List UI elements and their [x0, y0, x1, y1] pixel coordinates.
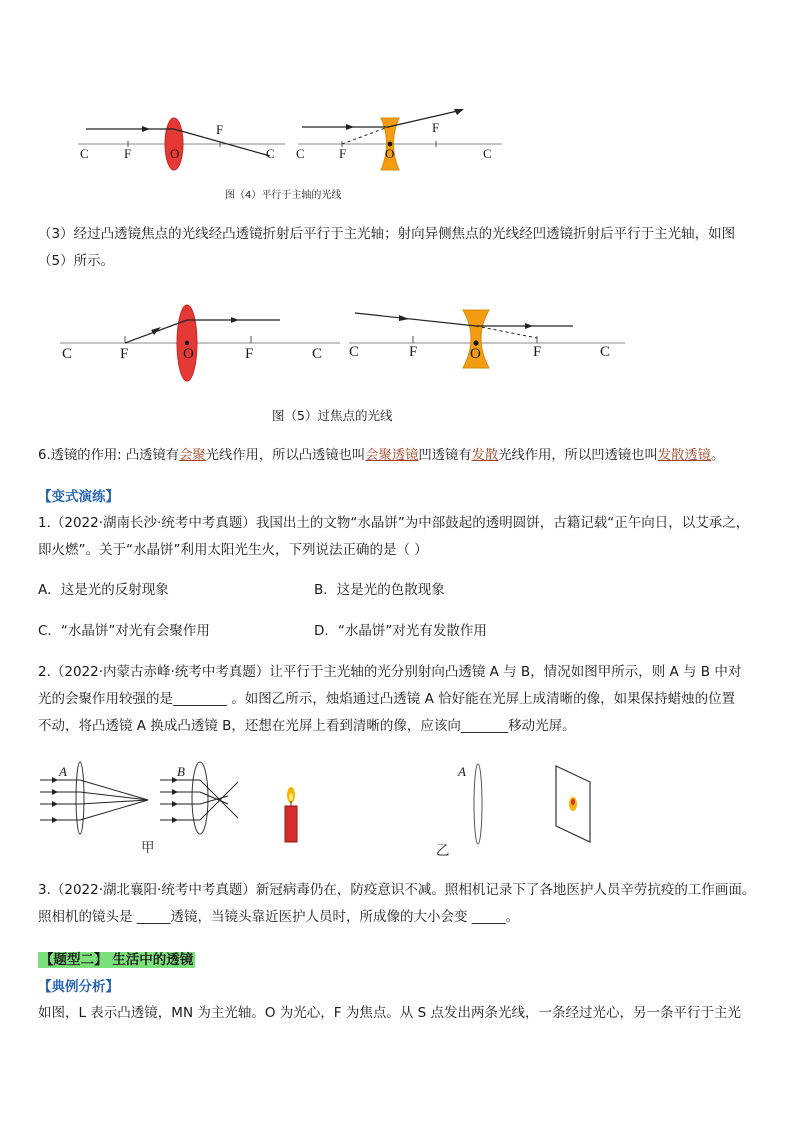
figure-jia-diagram	[38, 760, 278, 850]
item6-text-2: 光线作用，所以凸透镜也叫	[205, 448, 366, 463]
type2-line1: 如图，L 表示凸透镜，MN 为主光轴。O 为光心，F 为焦点。从 S 点发出两条光线，一条经过光心，另一条平行于主光	[38, 1005, 741, 1021]
item6-answer-1: 会聚	[179, 448, 206, 463]
candle-image	[280, 786, 302, 844]
fig5-right-o: O	[470, 346, 481, 362]
q2-line3: 不动，将凸透镜 A 换成凸透镜 B，还想在光屏上看到清晰的像，应该向_______移动光屏。	[38, 718, 576, 734]
q2-label-a-2: A	[458, 764, 466, 779]
fig5-left-c2: C	[312, 346, 323, 362]
item6-text-4: 光线作用，所以凹透镜也叫	[498, 448, 658, 463]
fig5-caption: 图（5）过焦点的光线	[272, 408, 393, 423]
item6-text-1: 6.透镜的作用: 凸透镜有	[38, 448, 180, 463]
item3-line1: （3）经过凸透镜焦点的光线经凸透镜折射后平行于主光轴；射向异侧焦点的光线经凹透镜折射后平行于主光轴，如图	[38, 226, 736, 242]
fig4-left-o: O	[170, 146, 180, 161]
q2-label-a: A	[59, 764, 67, 779]
q2-label-jia: 甲	[141, 840, 155, 856]
q1-line2: 即火燃”。关于“水晶饼”利用太阳光生火，下列说法正确的是（ ）	[38, 542, 428, 558]
fig5-right-f2: F	[533, 344, 542, 360]
q3-line1: 3.（2022·湖北襄阳·统考中考真题）新冠病毒仍在，防疫意识不减。照相机记录下了各地医护人员辛劳抗疫的工作画面。	[38, 882, 756, 898]
fig4-left-f1: F	[124, 146, 132, 161]
item6-answer-2: 会聚透镜	[365, 448, 419, 463]
q1-option-d: D．“水晶饼”对光有发散作用	[314, 623, 487, 639]
item3-line2: （5）所示。	[38, 253, 115, 269]
type2-analysis: 【典例分析】	[38, 979, 119, 995]
fig4-left-c1: C	[80, 146, 89, 161]
item6-text-3: 凹透镜有	[418, 448, 472, 463]
fig4-right-c1: C	[296, 146, 305, 161]
fig5-right-f1: F	[409, 344, 418, 360]
fig5-left-f1: F	[120, 346, 129, 362]
fig4-caption: 图（4）平行于主轴的光线	[225, 190, 342, 201]
q1-option-b: B．这是光的色散现象	[314, 582, 445, 598]
fig4-right-c2: C	[483, 146, 492, 161]
item6-answer-3: 发散	[471, 448, 499, 463]
fig4-right-f1: F	[339, 146, 347, 161]
practice-title: 【变式演练】	[38, 489, 119, 505]
type2-title	[38, 948, 195, 968]
figure-4-diagram	[70, 100, 510, 172]
fig5-left-c1: C	[62, 346, 73, 362]
q2-label-b: B	[177, 764, 185, 779]
q1-option-a: A．这是光的反射现象	[38, 582, 169, 598]
item6-text-5: 。	[710, 448, 725, 463]
q2-label-yi: 乙	[436, 843, 450, 859]
q1-line1: 1.（2022·湖南长沙·统考中考真题）我国出土的文物“水晶饼”为中部鼓起的透明圆饼，古籍记载“正午向日，以艾承之，	[38, 515, 750, 531]
type2-title-text: 【题型二】 生活中的透镜	[40, 952, 194, 968]
q1-option-c: C．“水晶饼”对光有会聚作用	[38, 623, 210, 639]
q3-line2: 照相机的镜头是 _____透镜，当镜头靠近医护人员时，所成像的大小会变 _____。	[38, 909, 520, 925]
fig4-right-f2: F	[432, 120, 440, 135]
light-screen	[552, 764, 594, 844]
fig5-left-o: O	[183, 346, 194, 362]
fig4-right-o: O	[385, 146, 395, 161]
lens-a-side	[470, 762, 486, 846]
fig5-left-f2: F	[245, 346, 254, 362]
fig5-right-c1: C	[349, 344, 360, 360]
figure-5-diagram	[55, 300, 635, 385]
item6-answer-4: 发散透镜	[657, 448, 711, 463]
item6-paragraph	[38, 446, 724, 466]
fig4-left-f2: F	[216, 122, 224, 137]
q2-line2: 光的会聚作用较强的是________ 。如图乙所示，烛焰通过凸透镜 A 恰好能在光屏上成清晰的像，如果保持蜡烛的位置	[38, 691, 736, 707]
q2-line1: 2.（2022·内蒙古赤峰·统考中考真题）让平行于主光轴的光分别射向凸透镜 A 与 B，情况如图甲所示，则 A 与 B 中对	[38, 664, 742, 680]
fig4-left-c2: C	[266, 146, 275, 161]
fig5-right-c2: C	[600, 344, 611, 360]
